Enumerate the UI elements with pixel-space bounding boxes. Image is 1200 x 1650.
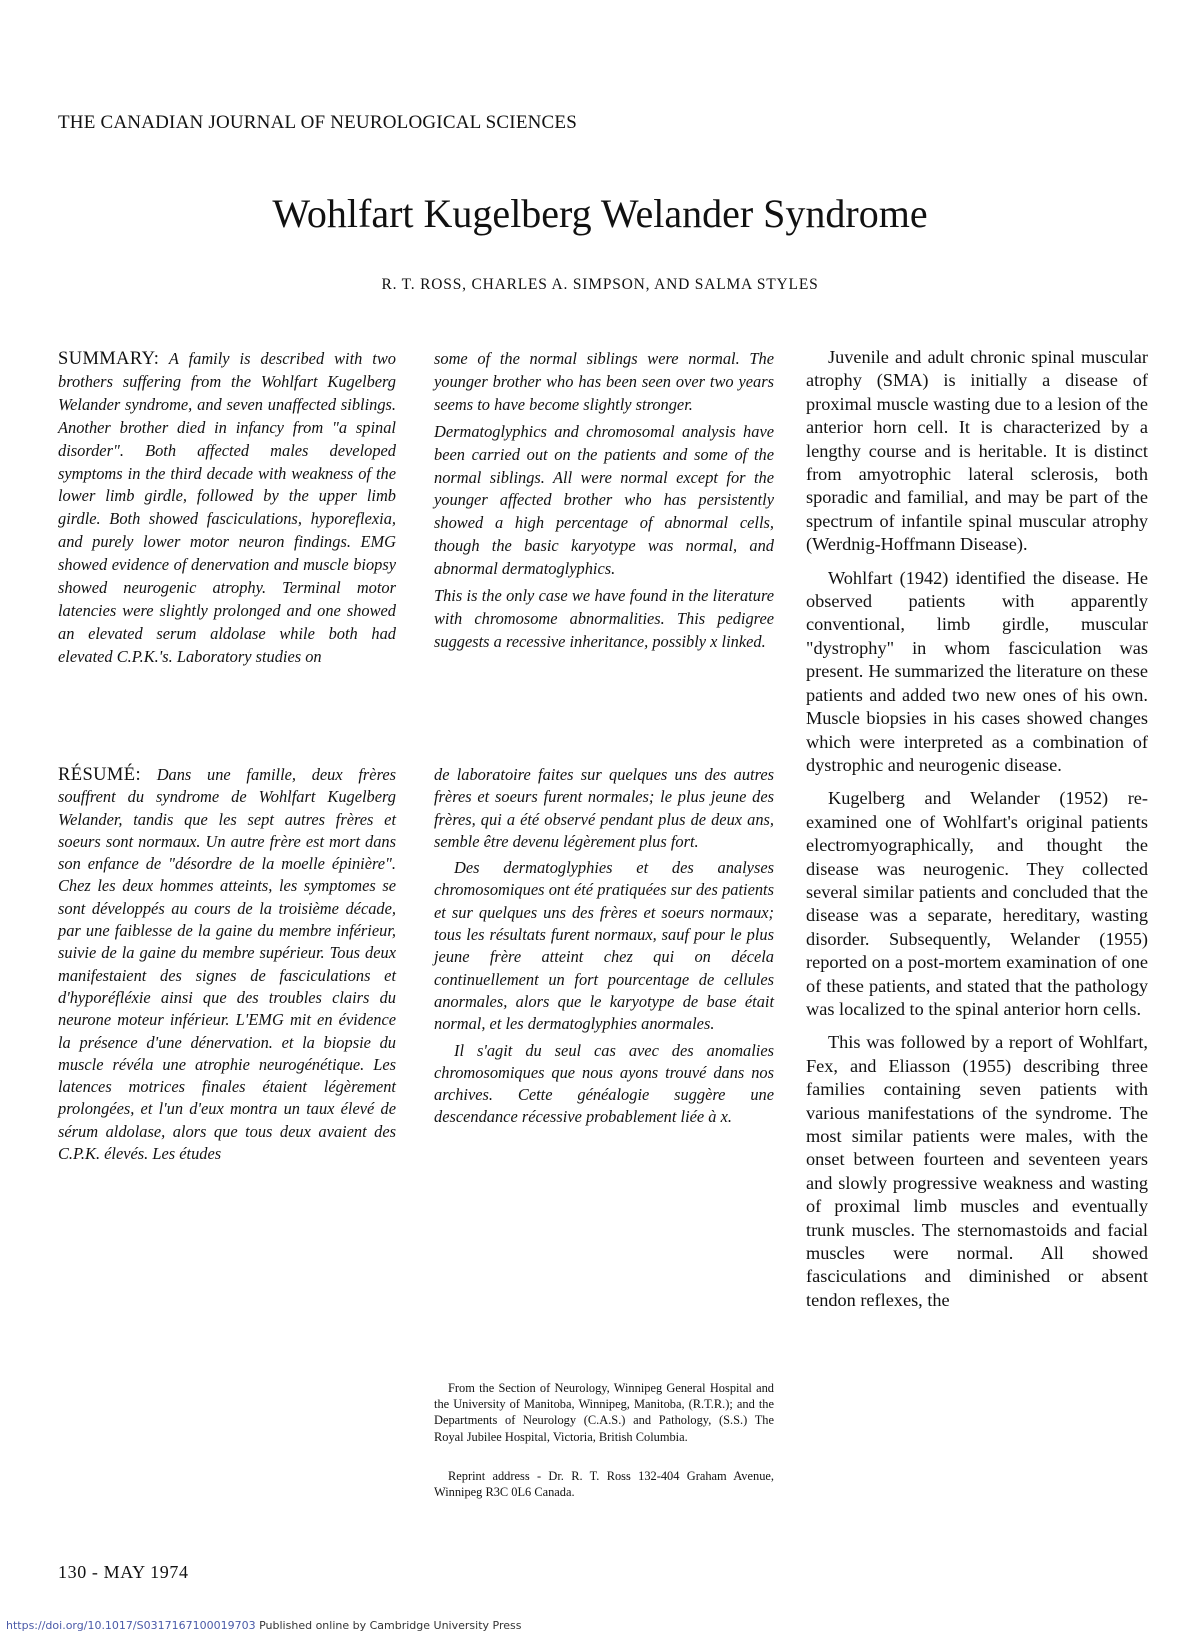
resume-column-2 (434, 764, 774, 1129)
resume-paragraph: de laboratoire faites sur quelques uns des autres frères et soeurs furent normales; le plus jeune des frères, qui a été observé pendant plus de deux ans, semble être devenu légèrement plus fort. (434, 765, 774, 851)
reprint-footnote (434, 1468, 774, 1500)
page-number: 130 - MAY 1974 (58, 1562, 189, 1582)
resume-paragraph: Des dermatoglyphies et des analyses chromosomiques ont été pratiquées sur des patients et sur quelques uns des frères et soeurs normaux; tous les résultats furent normaux, sauf pour le plus jeune frère atteint chez qui on décela continuellement un fort pourcentage de cellules anormales, alors que le karyotype de base était normal, et les dermatoglyphies anormales. (434, 858, 774, 1034)
doi-footer (6, 1619, 521, 1632)
body-text-column (806, 346, 1148, 1322)
affiliation-footnote (434, 1380, 774, 1445)
body-paragraph: Wohlfart (1942) identified the disease. He observed patients with apparently conventional, limb girdle, muscular "dystrophy" in whom fasciculation was present. He summarized the literature on these patients and added two new ones of his own. Muscle biopsies in his cases showed changes which were interpreted as a combination of dystrophic and neurogenic disease. (806, 567, 1148, 775)
published-note: Published online by Cambridge University Press (259, 1619, 522, 1632)
summary-text: A family is described with two brothers suffering from the Wohlfart Kugelberg Welander syndrome, and seven unaffected siblings. Another brother died in infancy from "a spinal disorder". Both affected males developed symptoms in the third decade with weakness of the lower limb girdle, followed by the upper limb girdle. Both showed fasciculations, hyporeflexia, and purely lower motor neuron findings. EMG showed evidence of denervation and muscle biopsy showed neurogenic atrophy. Terminal motor latencies were slightly prolonged and one showed an elevated serum aldolase while both had elevated C.P.K.'s. Laboratory studies on (58, 349, 396, 666)
summary-column-2 (434, 348, 774, 654)
body-paragraph: Juvenile and adult chronic spinal muscular atrophy (SMA) is initially a disease of proximal muscle wasting due to a lesion of the anterior horn cell. It is characterized by a lengthy course and is heritable. It is distinct from amyotrophic lateral sclerosis, both sporadic and familial, and may be part of the spectrum of infantile spinal muscular atrophy (Werdnig-Hoffmann Disease). (806, 347, 1148, 555)
summary-paragraph: This is the only case we have found in the literature with chromosome abnormalities. This pedigree suggests a recessive inheritance, possibly x linked. (434, 586, 774, 651)
resume-label: RÉSUMÉ: (58, 765, 141, 785)
summary-paragraph: some of the normal siblings were normal. The younger brother who has been seen over two years seems to have become slightly stronger. (434, 349, 774, 414)
doi-link[interactable]: https://doi.org/10.1017/S0317167100019703 (6, 1619, 256, 1632)
body-paragraph: This was followed by a report of Wohlfart, Fex, and Eliasson (1955) describing three families containing seven patients with various manifestations of the syndrome. The most similar patients were males, with the onset between fourteen and seventeen years and slowly progressive weakness and wasting of proximal limb muscles and eventually trunk muscles. The sternomastoids and facial muscles were normal. All showed fasciculations and diminished or absent tendon reflexes, the (806, 1032, 1148, 1310)
affiliation-text: From the Section of Neurology, Winnipeg General Hospital and the University of Manitoba, Winnipeg, Manitoba, (R.T.R.); and the Departments of Neurology (C.A.S.) and Pathology, (S.S.) The Royal Jubilee Hospital, Victoria, British Columbia. (434, 1381, 774, 1444)
resume-text: Dans une famille, deux frères souffrent du syndrome de Wohlfart Kugelberg Welander, tandis que les sept autres frères et soeurs sont normaux. Un autre frère est mort dans son enfance de "désordre de la moelle épinière". Chez les deux hommes atteints, les symptomes se sont développés au cours de la troisième décade, par une faiblesse de la gaine du membre inférieur, suivie de la gaine du membre supérieur. Tous deux manifestaient des signes de fasciculations et d'hyporéfléxie ainsi que des troubles clairs du neurone moteur inférieur. L'EMG mit en évidence la présence d'une dénervation. et la biopsie du muscle révéla une atrophie neurogénétique. Les latences motrices finales étaient légèrement prolongées, et l'un d'eux montra un taux élevé de sérum aldolase, alors que tous deux avaient des C.P.K. élevés. Les études (58, 765, 396, 1164)
body-paragraph: Kugelberg and Welander (1952) re-examined one of Wohlfart's original patients electromyographically, and thought the disease was neurogenic. They collected several similar patients and concluded that the disease was a separate, hereditary, wasting disorder. Subsequently, Welander (1955) reported on a post-mortem examination of one of these patients, and stated that the pathology was localized to the spinal anterior horn cells. (806, 788, 1148, 1019)
reprint-text: Reprint address - Dr. R. T. Ross 132-404 Graham Avenue, Winnipeg R3C 0L6 Canada. (434, 1469, 774, 1500)
resume-paragraph: Il s'agit du seul cas avec des anomalies chromosomiques que nous ayons trouvé dans nos archives. Cette généalogie suggère une descendance récessive probablement liée à x. (434, 1040, 774, 1127)
author-list: R. T. ROSS, CHARLES A. SIMPSON, AND SALMA STYLES (381, 276, 819, 293)
summary-paragraph: Dermatoglyphics and chromosomal analysis have been carried out on the patients and some of the normal siblings. All were normal except for the younger affected brother who has persistently showed a high percentage of abnormal cells, though the basic karyotype was normal, and abnormal dermatoglyphics. (434, 421, 774, 579)
resume-column-1 (58, 764, 396, 1165)
summary-column-1 (58, 348, 396, 669)
article-title: Wohlfart Kugelberg Welander Syndrome (272, 191, 928, 236)
journal-name: THE CANADIAN JOURNAL OF NEUROLOGICAL SCIENCES (58, 112, 578, 133)
summary-label: SUMMARY: (58, 349, 160, 369)
